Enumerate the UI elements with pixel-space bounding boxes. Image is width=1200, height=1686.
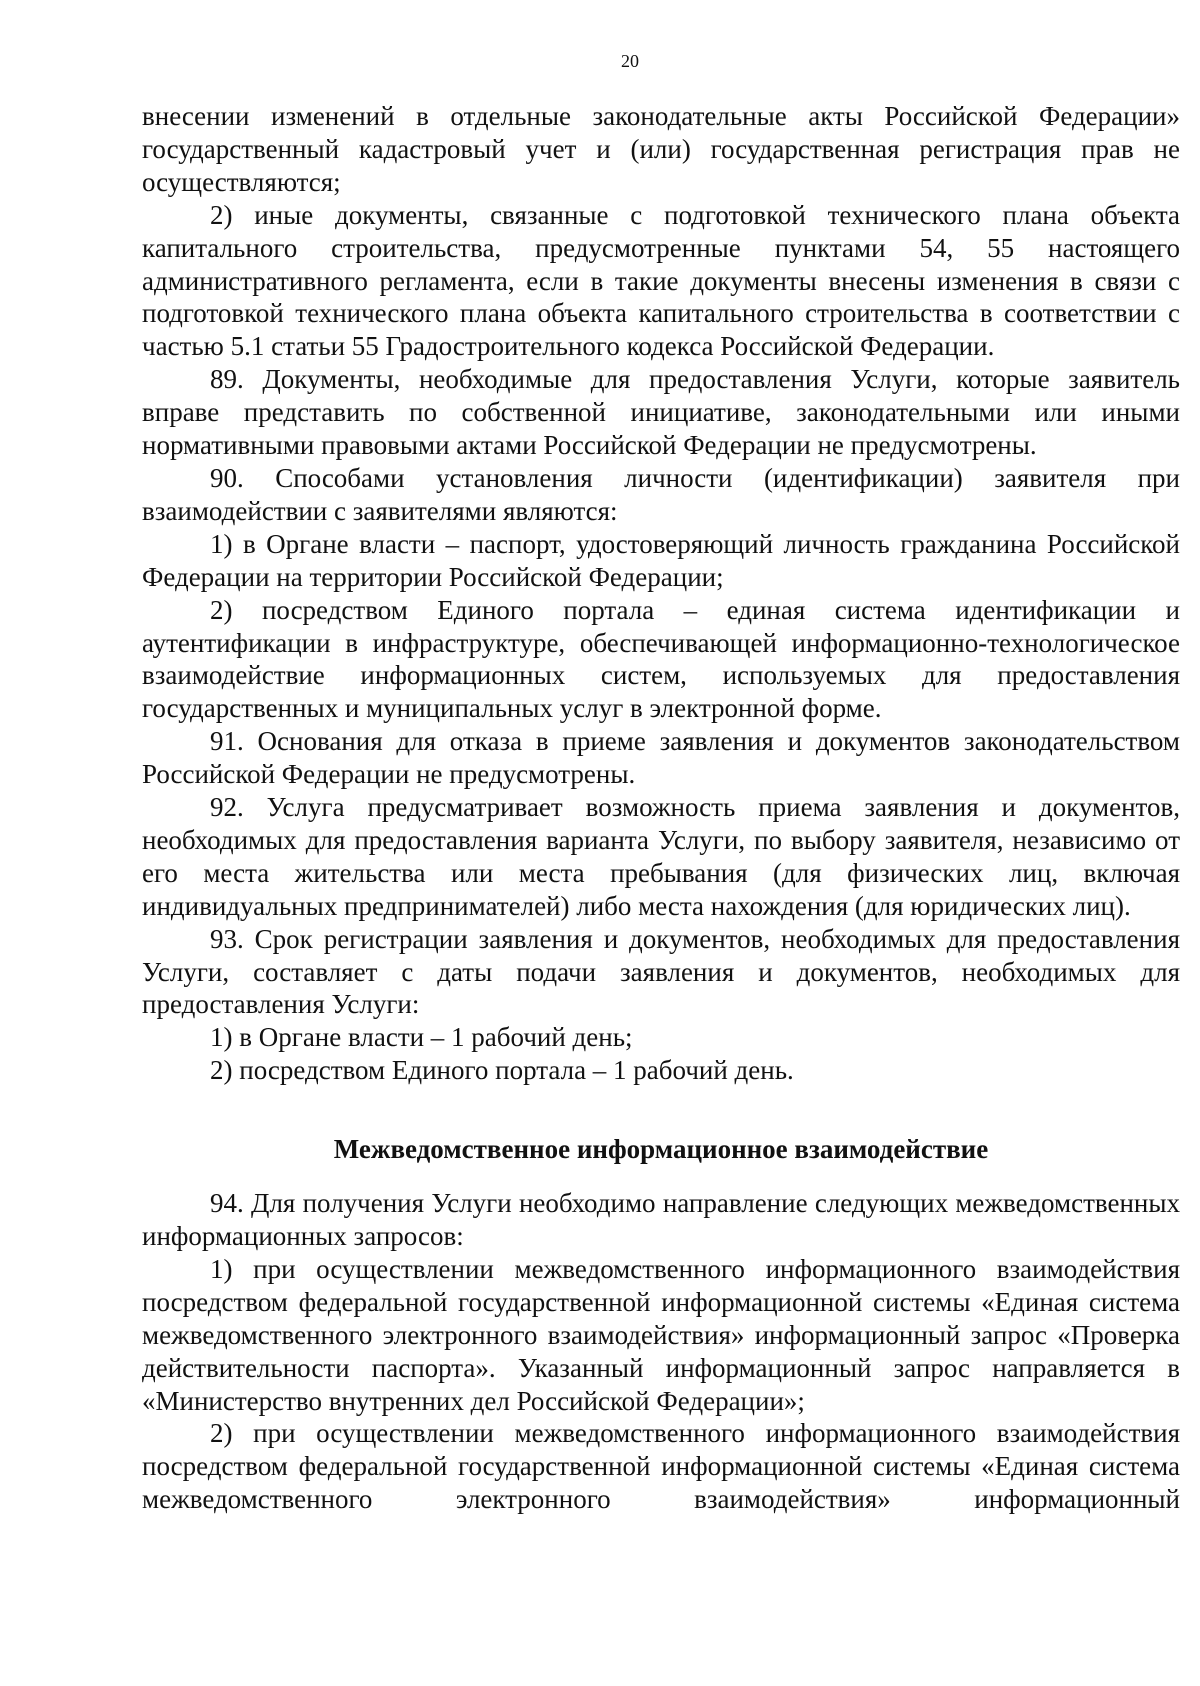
paragraph-93: 93. Срок регистрации заявления и документов, необходимых для предоставления Услуги, составляет с даты подачи заявления и документов, необходимых для предоставления Услуги: [142, 923, 1180, 1020]
paragraph-94: 94. Для получения Услуги необходимо направление следующих межведомственных информационных запросов: [142, 1188, 1180, 1251]
paragraph-93-item-1: 1) в Органе власти – 1 рабочий день; [210, 1022, 633, 1053]
document-body [142, 100, 1180, 1516]
paragraph-90-item-2: 2) посредством Единого портала – единая система идентификации и аутентификации в инфраструктуре, обеспечивающей информационно-технологическое взаимодействие информационных систем, используемых для предоставления государственных и муниципальных услуг в электронной форме. [142, 594, 1180, 724]
section-heading: Межведомственное информационное взаимодействие [333, 1134, 989, 1165]
paragraph-89: 89. Документы, необходимые для предоставления Услуги, которые заявитель вправе представить по собственной инициативе, законодательными или иными нормативными правовыми актами Российской Федерации не предусмотрены. [142, 364, 1180, 461]
page-number: 20 [621, 51, 639, 71]
paragraph-92: 92. Услуга предусматривает возможность приема заявления и документов, необходимых для предоставления варианта Услуги, по выбору заявителя, независимо от его места жительства или места пребывания (для физических лиц, включая индивидуальных предпринимателей) либо места нахождения (для юридических лиц). [142, 792, 1180, 921]
paragraph-90: 90. Способами установления личности (идентификации) заявителя при взаимодействии с заявителями являются: [142, 462, 1180, 526]
paragraph-91: 91. Основания для отказа в приеме заявления и документов законодательством Российской Федерации не предусмотрены. [142, 726, 1180, 790]
paragraph-94-item-1: 1) при осуществлении межведомственного информационного взаимодействия посредством федеральной государственной информационной системы «Единая система межведомственного электронного взаимодействия» информационный запрос «Проверка действительности паспорта». Указанный информационный запрос направляется в «Министерство внутренних дел Российской Федерации»; [142, 1253, 1180, 1416]
paragraph-93-item-2: 2) посредством Единого портала – 1 рабочий день. [210, 1055, 794, 1086]
paragraph-continuation: внесении изменений в отдельные законодательные акты Российской Федерации» государственный кадастровый учет и (или) государственная регистрация прав не осуществляются; [142, 101, 1180, 197]
paragraph-88-item-2: 2) иные документы, связанные с подготовкой технического плана объекта капитального строительства, предусмотренные пунктами 54, 55 настоящего административного регламента, если в такие документы внесены изменения в связи с подготовкой технического плана объекта капитального строительства в соответствии с частью 5.1 статьи 55 Градостроительного кодекса Российской Федерации. [142, 199, 1180, 362]
paragraph-90-item-1: 1) в Органе власти – паспорт, удостоверяющий личность гражданина Российской Федерации на территории Российской Федерации; [142, 528, 1180, 592]
paragraph-94-item-2: 2) при осуществлении межведомственного информационного взаимодействия посредством федеральной государственной информационной системы «Единая система межведомственного электронного взаимодействия» информационный [142, 1418, 1180, 1515]
